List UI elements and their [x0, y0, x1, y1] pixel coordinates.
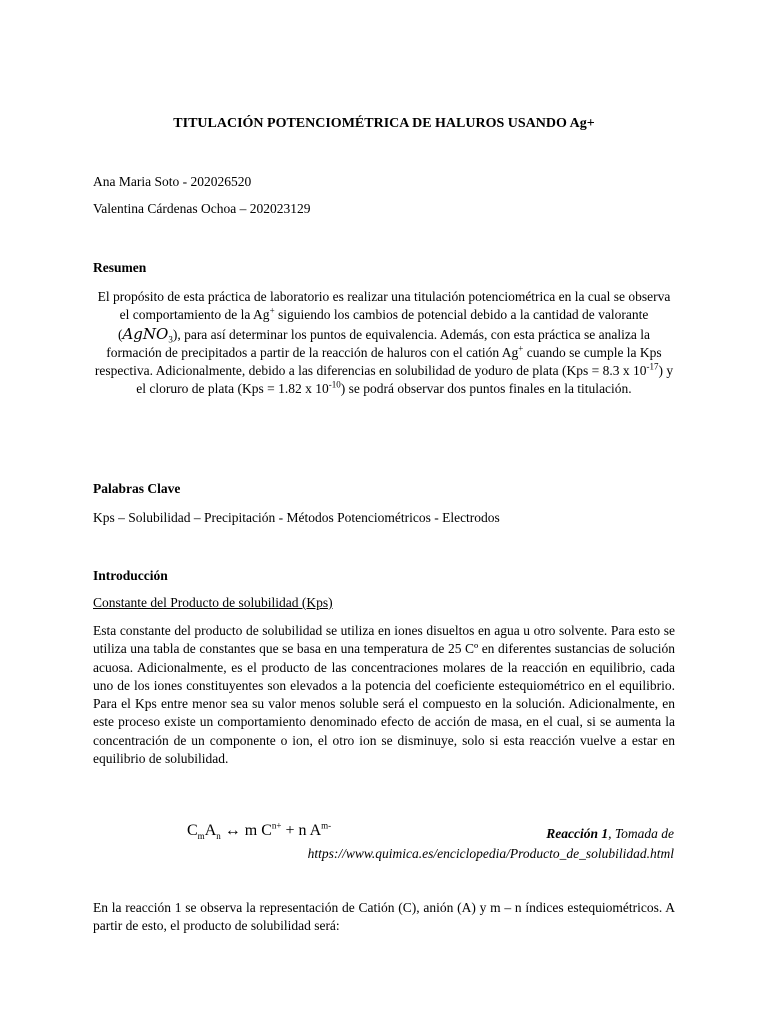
author-1: Ana Maria Soto - 202026520 — [93, 174, 252, 189]
document-title: TITULACIÓN POTENCIOMÉTRICA DE HALUROS USANDO Ag+ — [173, 116, 595, 131]
keywords-heading: Palabras Clave — [93, 481, 181, 496]
keywords-list: Kps – Solubilidad – Precipitación - Métodos Potenciométricos - Electrodos — [93, 510, 500, 525]
intro-heading: Introducción — [93, 568, 168, 583]
intro-subheading: Constante del Producto de solubilidad (Kps) — [93, 595, 333, 610]
reaction-equation: $C_mA_n$ ↔ m $C^{n+} + n$ $A^{m-}$ — [187, 820, 332, 842]
reference-url: https://www.quimica.es/enciclopedia/Producto_de_solubilidad.html — [307, 846, 674, 861]
reaction-reference: Reacción 1, Tomada de https://www.quimica.es/enciclopedia/Producto_de_solubilidad.html — [307, 826, 674, 861]
author-2: Valentina Cárdenas Ochoa – 202023129 — [93, 201, 311, 216]
abstract-paragraph: El propósito de esta práctica de laboratorio es realizar una titulación potenciométrica en la cual se observa el comportamiento de la Ag+ siguiendo los cambios de potencial debido a la cantidad de valorante (AgNO$_3$), para así determinar los puntos de equivalencia. Además, con esta práctica se analiza la formación de precipitados a partir de la reacción de haluros con el catión Ag+ cuando se cumple la Kps respectiva. Adicionalmente, debido a las diferencias en solubilidad de yoduro de plata (Kps = 8.3 x $10^{-17}$) y el cloruro de plata (Kps = 1.82 x $10^{-10}$) se podrá observar dos puntos finales en la titulación. — [94, 289, 674, 397]
final-paragraph: En la reacción 1 se observa la representación de Catión (C), anión (A) y m – n índices estequiométricos. A partir de esto, el producto de solubilidad será: — [93, 900, 675, 934]
intro-paragraph: Esta constante del producto de solubilidad se utiliza en iones disueltos en agua u otro solvente. Para esto se utiliza una tabla de constantes que se basa en una temperatura de 25 Cº en diferentes sustancias de solución acuosa. Adicionalmente, es el producto de las concentraciones molares de la reacción en equilibrio, cada uno de los iones constituyentes son elevados a la potencia del coeficiente estequiométrico en el equilibrio. Para el Kps entre menor sea su valor menos soluble será el compuesto en la solución. Adicionalmente, en este proceso existe un comportamiento denominado efecto de acción de masa, en el cual, si se aumenta la concentración de un componente o ion, el otro ion se disminuye, solo si esta reacción vuelve a estar en equilibrio de solubilidad. — [93, 623, 675, 767]
resumen-heading: Resumen — [93, 260, 147, 275]
